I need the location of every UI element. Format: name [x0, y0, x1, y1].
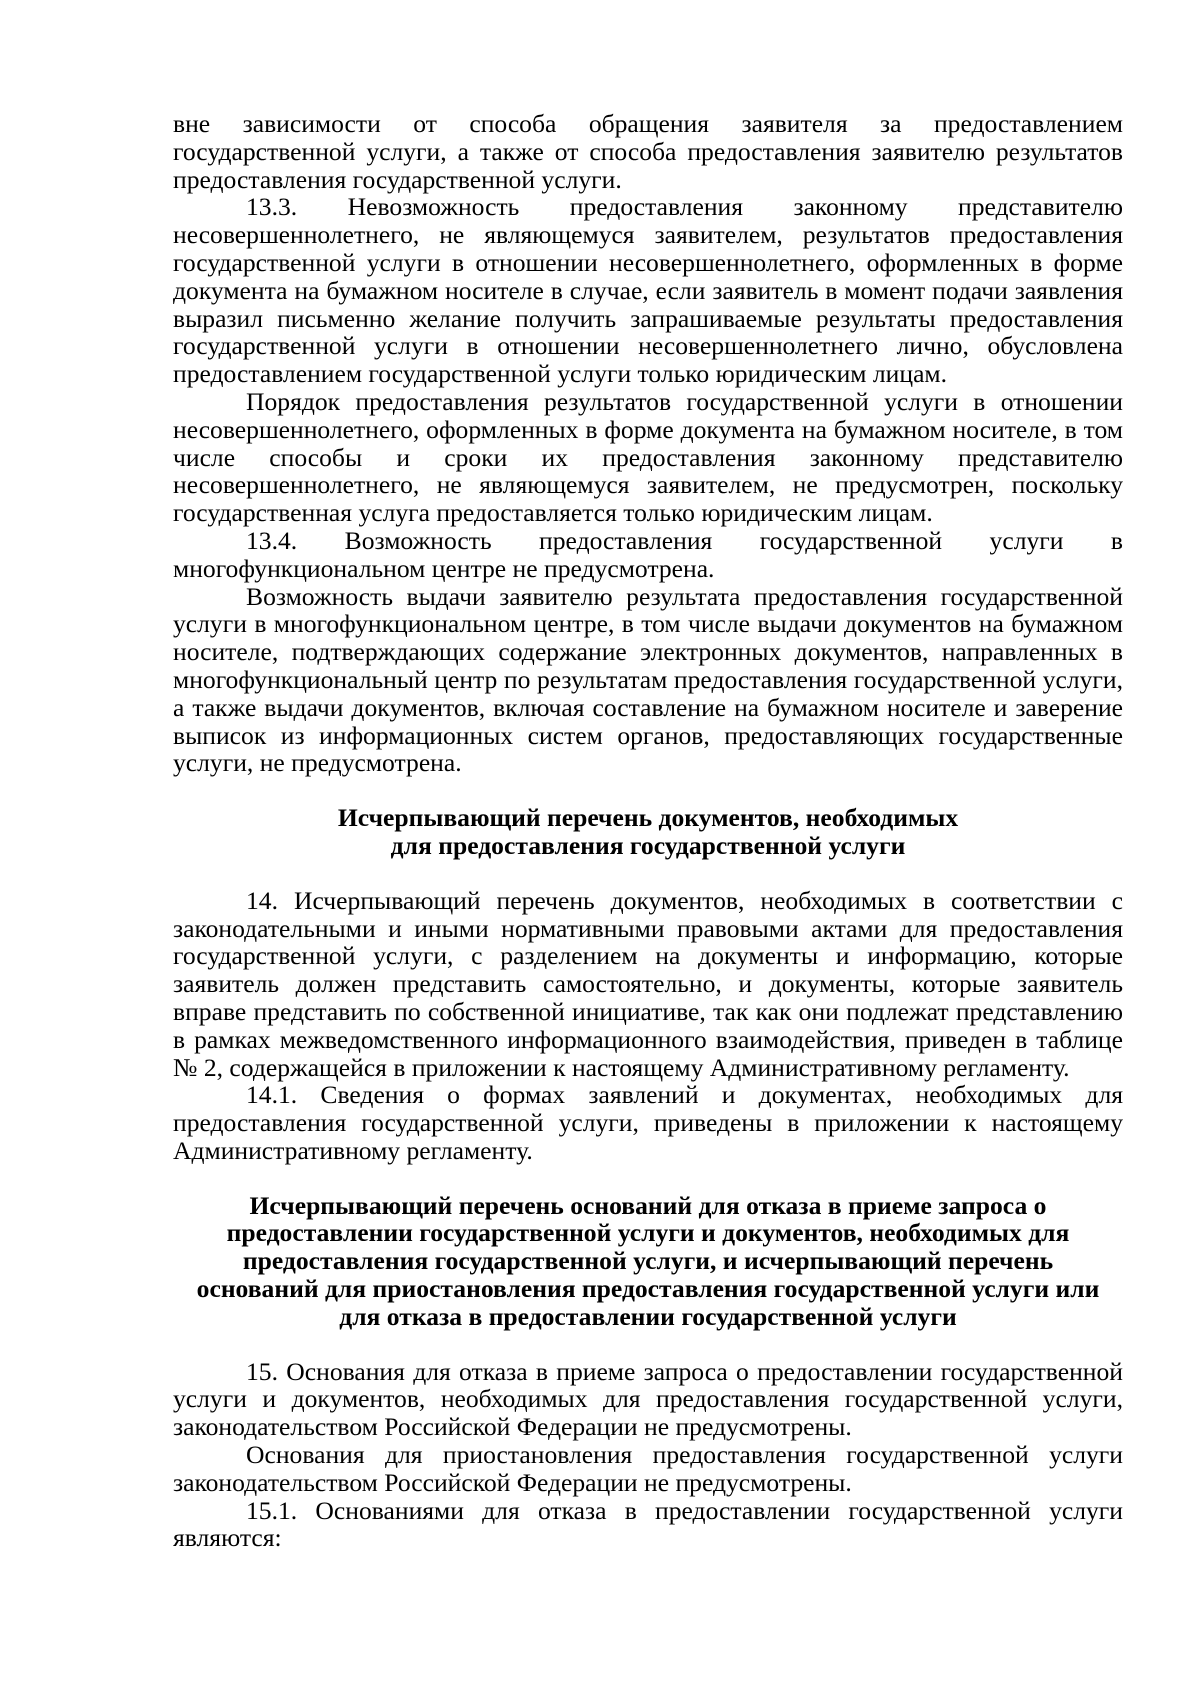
heading-line: предоставлении государственной услуги и документов, необходимых для [226, 1218, 1070, 1248]
heading-line: Исчерпывающий перечень документов, необходимых [337, 803, 959, 833]
paragraph-15: 15. Основания для отказа в приеме запроса о предоставлении государственной услуги и документов, необходимых для предоставления государственной услуги, законодательством Российской Федерации не предусмотрены. [173, 1356, 1123, 1442]
paragraph-14-1: 14.1. Сведения о формах заявлений и документах, необходимых для предоставления государственной услуги, приведены в приложении к настоящему Административному регламенту. [173, 1080, 1123, 1165]
paragraph-result-order: Порядок предоставления результатов государственной услуги в отношении несовершеннолетнего, оформленных в форме документа на бумажном носителе, в том числе способы и сроки их предоставления законному представителю несовершеннолетнего, не являющемуся заявителем, не предусмотрен, поскольку государственная услуга предоставляется только юридическим лицам. [173, 386, 1123, 528]
paragraph-suspension: Основания для приостановления предоставления государственной услуги законодательством Российской Федерации не предусмотрены. [173, 1440, 1123, 1497]
heading-line: оснований для приостановления предоставления государственной услуги или [196, 1274, 1100, 1304]
heading-line: Исчерпывающий перечень оснований для отказа в приеме запроса о [249, 1190, 1047, 1220]
heading-line: для отказа в предоставлении государственной услуги [339, 1301, 957, 1331]
paragraph-15-1: 15.1. Основаниями для отказа в предоставлении государственной услуги являются: [173, 1495, 1123, 1553]
document-page [173, 110, 1123, 1552]
paragraph-13-4: 13.4. Возможность предоставления государственной услуги в многофункциональном центре не предусмотрена. [173, 525, 1123, 583]
paragraph-continuation: вне зависимости от способа обращения заявителя за предоставлением государственной услуги, а также от способа предоставления заявителю результатов предоставления государственной услуги. [173, 109, 1123, 194]
paragraph-mfc-issue: Возможность выдачи заявителю результата предоставления государственной услуги в многофункциональном центре, в том числе выдачи документов на бумажном носителе, подтверждающих содержание электронных документов, направленных в многофункциональный центр по результатам предоставления государственной услуги, а также выдачи документов, включая составление на бумажном носителе и заверение выписок из информационных систем органов, предоставляющих государственные услуги, не предусмотрена. [173, 581, 1123, 778]
section-heading-refusal-grounds [173, 1192, 1123, 1331]
paragraph-13-3: 13.3. Невозможность предоставления законному представителю несовершеннолетнего, не являющемуся заявителем, результатов предоставления государственной услуги в отношении несовершеннолетнего, оформленных в форме документа на бумажном носителе в случае, если заявитель в момент подачи заявления выразил письменно желание получить запрашиваемые результаты предоставления государственной услуги в отношении несовершеннолетнего лично, обусловлена предоставлением государственной услуги только юридическим лицам. [173, 192, 1123, 389]
heading-line: предоставления государственной услуги, и исчерпывающий перечень [242, 1246, 1054, 1276]
paragraph-14: 14. Исчерпывающий перечень документов, необходимых в соответствии с законодательными и иными нормативными правовыми актами для предоставления государственной услуги, с разделением на документы и информацию, которые заявитель должен представить самостоятельно, и документы, которые заявитель вправе представить по собственной инициативе, так как они подлежат представлению в рамках межведомственного информационного взаимодействия, приведен в таблице № 2, содержащейся в приложении к настоящему Административному регламенту. [173, 885, 1123, 1082]
heading-line: для предоставления государственной услуги [390, 830, 906, 860]
section-heading-documents [173, 804, 1123, 860]
